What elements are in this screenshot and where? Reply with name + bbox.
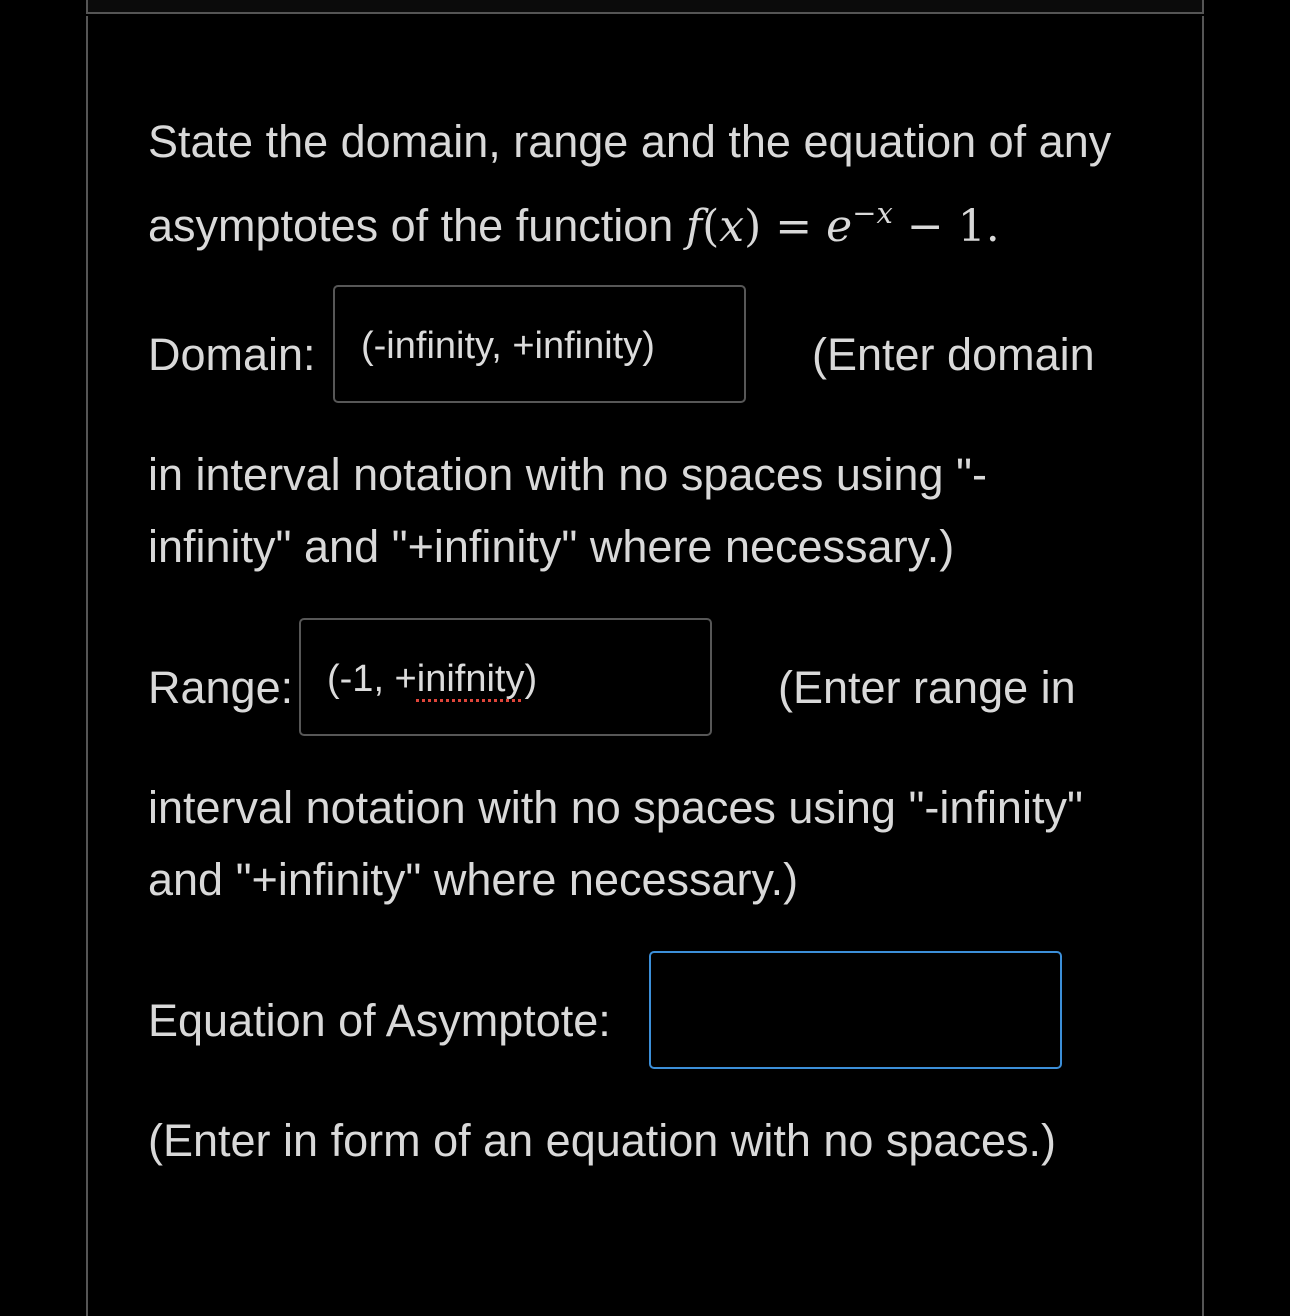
math-rparen: ) [744, 201, 762, 252]
math-minus: − [906, 201, 944, 252]
domain-hint-1: (Enter domain [812, 329, 1095, 380]
domain-hint-3: infinity" and "+infinity" where necessary.) [148, 521, 955, 572]
asymptote-input[interactable] [649, 951, 1062, 1069]
question-line-2 [148, 177, 1000, 263]
range-hint-2: interval notation with no spaces using "-infinity" [148, 782, 1083, 833]
question-line-2-text: asymptotes of the function [148, 200, 674, 251]
function-formula [685, 196, 1000, 252]
top-panel-edge [86, 0, 1204, 14]
math-equals: = [775, 201, 813, 252]
range-label: Range: [148, 662, 294, 713]
asymptote-hint: (Enter in form of an equation with no spaces.) [148, 1115, 1056, 1166]
range-input[interactable] [299, 618, 712, 736]
range-value-misspelled: inifnity [416, 658, 525, 700]
math-one: 1. [957, 201, 1000, 252]
domain-input-value: (-infinity, +infinity) [361, 325, 655, 367]
domain-label: Domain: [148, 329, 316, 380]
range-value-suffix: ) [524, 658, 538, 700]
math-lparen: ( [702, 201, 720, 252]
math-x: x [719, 201, 745, 252]
domain-input[interactable] [333, 285, 746, 403]
asymptote-label: Equation of Asymptote: [148, 995, 611, 1046]
math-f: f [685, 201, 703, 252]
range-hint-1: (Enter range in [778, 662, 1076, 713]
range-input-value [327, 660, 537, 698]
math-exponent: −x [852, 196, 893, 230]
math-base-e: e [826, 201, 853, 252]
question-line-1: State the domain, range and the equation of any [148, 116, 1112, 167]
range-value-prefix: (-1, + [327, 658, 417, 700]
range-hint-3: and "+infinity" where necessary.) [148, 854, 799, 905]
domain-hint-2: in interval notation with no spaces using "- [148, 449, 987, 500]
